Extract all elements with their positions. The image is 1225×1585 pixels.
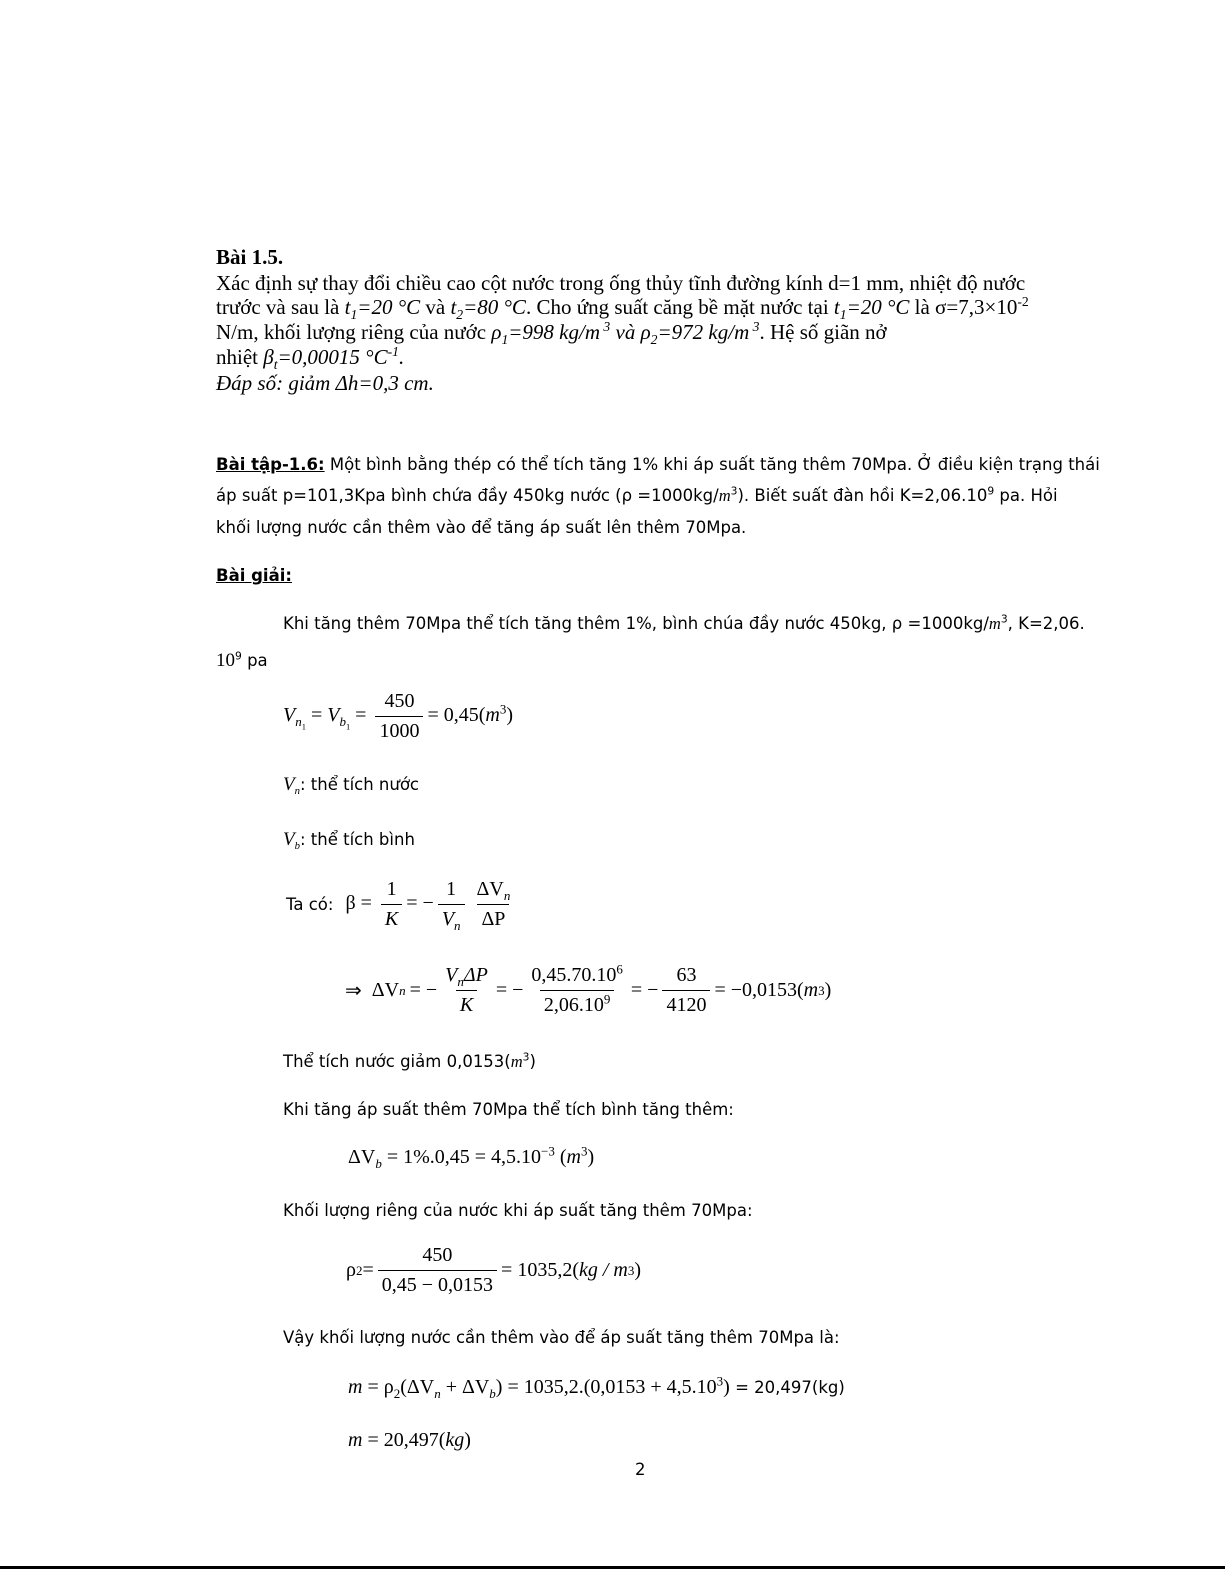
definition-vn: $V_n$: thể tích nước [283,774,420,798]
problem-1-5-line-1: Xác định sự thay đổi chiều cao cột nước trong ống thủy tĩnh đường kính d=1 mm, nhiệt độ nước [216,271,1026,295]
problem-1-5-answer: Đáp số: giảm Δh=0,3 cm. [216,371,434,395]
equation-volume-water: $V_{n_1} = V_{b_1}$ = $\frac{450}{1000}$ = $0,45(m^3)$ [283,690,514,742]
fraction-450-1000: $\frac{450}{1000}$ [375,690,423,743]
equation-delta-vn: ⇒ ΔV n = − $\frac{V_n\Delta P}{K}$ = − $\frac{0,45.70.10^6}{2,06.10^9}$ = − $\frac{63}{4120}$ = −0,0153( m 3 ) [345,961,832,1016]
page-bottom-rule [0,1566,1225,1569]
problem-1-6-label: Bài tập-1.6: [216,455,325,474]
page-number: 2 [635,1460,646,1479]
solution-density-text: Khối lượng riêng của nước khi áp suất tăng thêm 70Mpa: [283,1201,753,1220]
problem-1-5-line-2: trước và sau là $t_1=20$ °C và $t_2=80$ °C. Cho ứng suất căng bề mặt nước tại $t_1=20$ °C là $\sigma=7,3\times 10^{-2}$ [216,294,1029,323]
problem-1-6-line-2: áp suất p=101,3Kpa bình chứa đầy 450kg nước $(\rho =1000kg/m^3)$. Biết suất đàn hồi $K=2,06.10^9$ pa. Hỏi [216,484,1058,505]
solution-intro-line-1: Khi tăng thêm 70Mpa thể tích tăng thêm 1%, bình chúa đầy nước 450kg, $\rho =1000kg/m^3$, K=2,06. [283,612,1085,633]
problem-1-6-line-1: Bài tập-1.6: Một bình bằng thép có thể tích tăng 1% khi áp suất tăng thêm 70Mpa. Ở điều kiện trạng thái [216,455,1100,474]
solution-intro-line-2: $10^9$ pa [216,649,268,671]
equation-mass-result: m = 20,497(kg) [348,1429,471,1451]
solution-mass-text: Vậy khối lượng nước cần thêm vào để áp suất tăng thêm 70Mpa là: [283,1328,840,1347]
problem-1-5-title: Bài 1.5. [216,245,284,269]
equation-mass: $m = \rho_2(\Delta V_n + \Delta V_b) = 1035,2.(0,0153 + 4,5.10^3) = 20,497(kg)$ [348,1373,845,1401]
equation-compressibility: Ta có: β = $\frac{1}{K}$ = − $\frac{1}{V_n}$ $\frac{\Delta V_n}{\Delta P}$ [286,878,511,933]
solution-water-decrease: Thể tích nước giảm $0,0153(m^3)$ [283,1050,536,1071]
definition-vb: $V_b$: thể tích bình [283,829,415,853]
problem-1-6-line-3: khối lượng nước cần thêm vào để tăng áp suất lên thêm 70Mpa. [216,518,747,537]
solution-heading: Bài giải: [216,566,292,585]
solution-vessel-increase-text: Khi tăng áp suất thêm 70Mpa thể tích bình tăng thêm: [283,1100,734,1119]
equation-delta-vb: $\Delta V_b = 1\%.0,45 = 4,5.10^{-3}$ $(m^3)$ [348,1143,595,1171]
problem-1-5-line-4: nhiệt $\beta_t=0,00015$ $^\circ C^{-1}$. [216,344,405,373]
equation-rho2: ρ 2 = $\frac{450}{0,45 - 0,0153}$ = 1035,2( kg / m 3 ) [346,1244,642,1296]
problem-1-5-line-3: N/m, khối lượng riêng của nước $\rho_1=998$ kg/m $^3$ và $\rho_2=972$ kg/m $^3$. Hệ số giãn nở [216,319,887,348]
